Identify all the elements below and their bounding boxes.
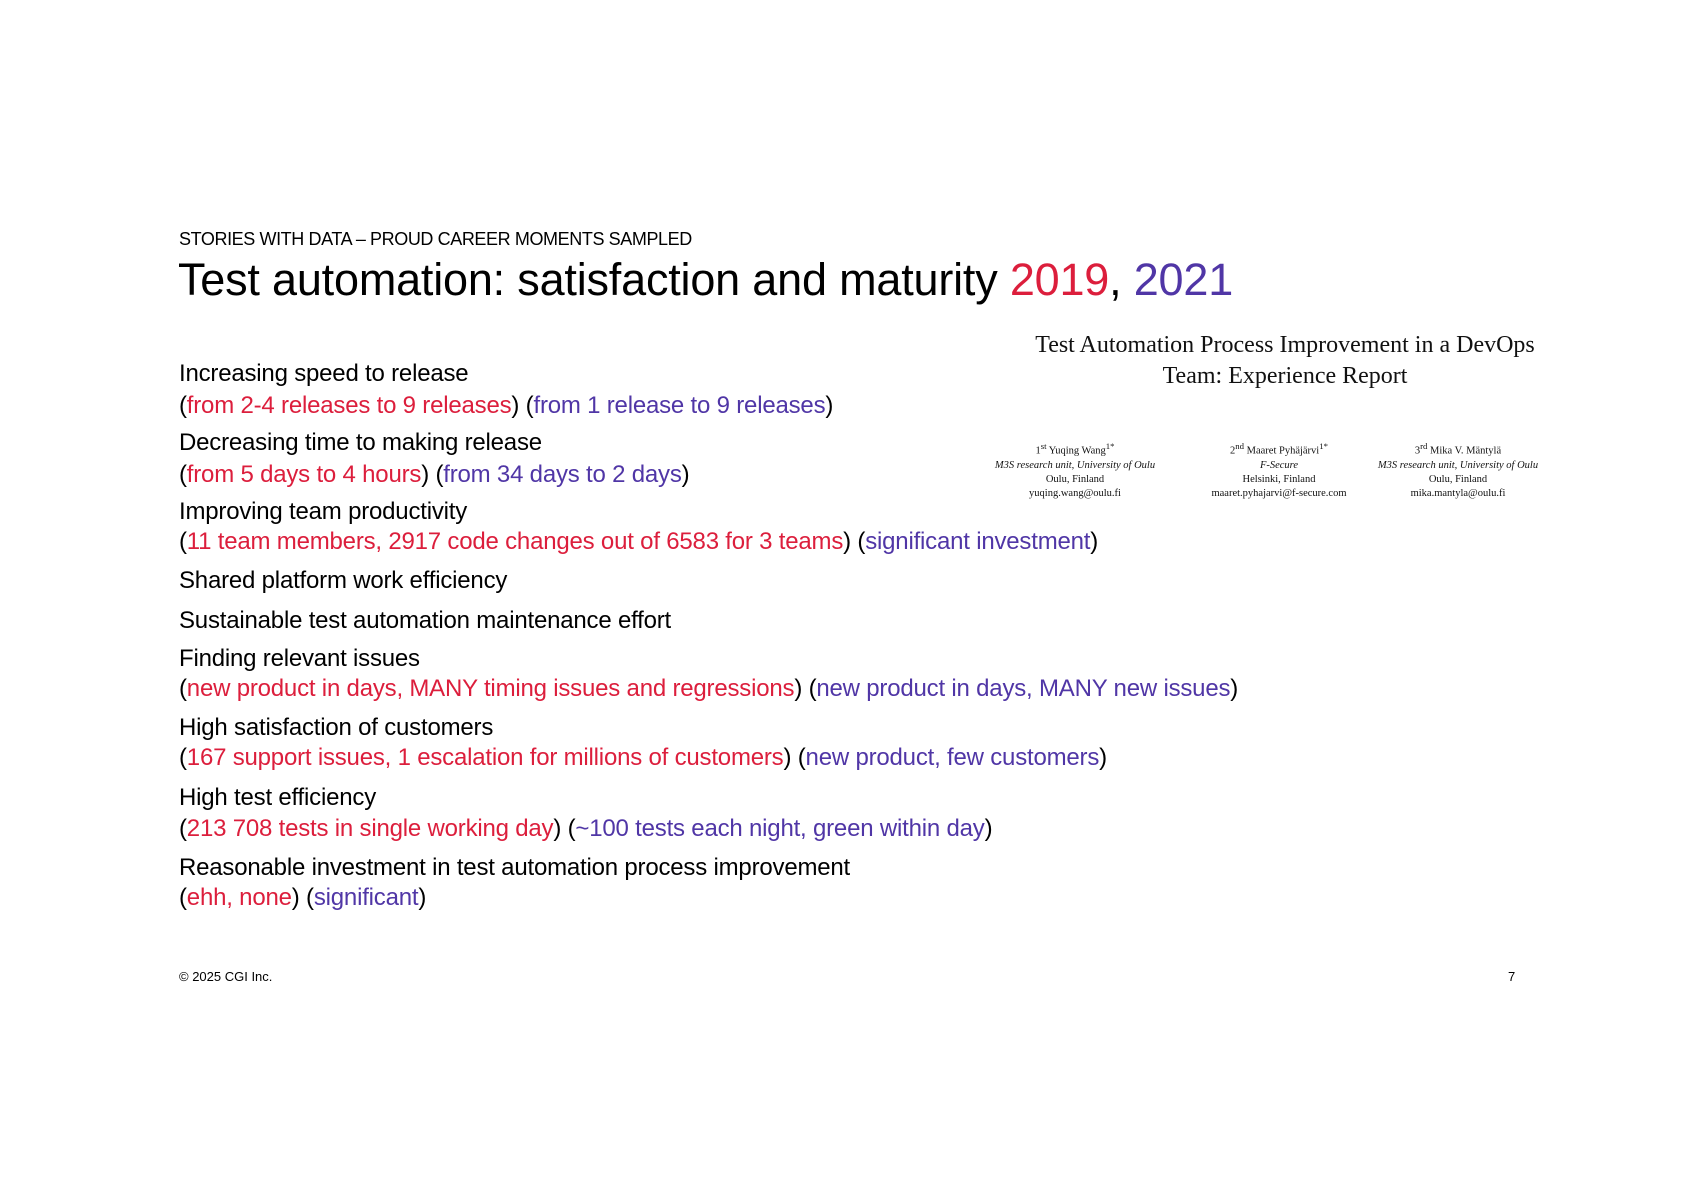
detail-2021: new product, few customers [805,744,1100,771]
item-heading: Reasonable investment in test automation process improvement [179,854,851,881]
item-detail: (new product in days, MANY timing issues and regressions) (new product in days, MANY new issues) [179,675,1239,702]
author-ordinal: 1 [1035,445,1041,457]
author-name: Mika V. Mäntylä [1430,445,1502,457]
item-detail: (167 support issues, 1 escalation for millions of customers) (new product, few customers) [179,744,1107,771]
footer-copyright: © 2025 CGI Inc. [179,969,273,984]
author-email: mika.mantyla@oulu.fi [1410,487,1506,499]
title-year-2021: 2021 [1133,254,1234,305]
paper-author [975,439,1175,501]
detail-2021: from 1 release to 9 releases [533,392,826,419]
title-year-2019: 2019 [1009,254,1110,305]
author-ordinal-suffix: rd [1420,441,1428,451]
author-marker: 1* [1319,441,1328,451]
author-affiliation: M3S research unit, University of Oulu [994,459,1156,471]
author-name: Yuqing Wang [1048,445,1106,457]
paper-title-line-2: Team: Experience Report [1162,363,1408,389]
author-name-line [1358,439,1558,459]
detail-2021: significant [313,884,419,911]
paper-author [1179,439,1379,501]
item-detail: (from 5 days to 4 hours) (from 34 days to 2 days) [179,461,690,488]
author-name: Maaret Pyhäjärvi [1246,445,1320,457]
author-ordinal-suffix: nd [1235,441,1244,451]
item-detail: (ehh, none) (significant) [179,884,427,911]
item-heading: Decreasing time to making release [179,429,542,456]
item-detail: (213 708 tests in single working day) (~100 tests each night, green within day) [179,815,993,842]
detail-2021: ~100 tests each night, green within day [575,815,985,842]
item-heading: Shared platform work efficiency [179,567,508,594]
paper-title-line-1: Test Automation Process Improvement in a DevOps [1035,332,1535,358]
detail-2021: new product in days, MANY new issues [816,675,1231,702]
detail-2019: 213 708 tests in single working day [186,815,554,842]
item-detail: (from 2-4 releases to 9 releases) (from 1 release to 9 releases) [179,392,834,419]
detail-2019: from 2-4 releases to 9 releases [186,392,512,419]
slide-title [178,254,1233,306]
title-main: Test automation: satisfaction and maturity [178,254,1010,305]
paper-title [975,330,1595,392]
detail-2019: ehh, none [186,884,292,911]
page-number: 7 [1508,969,1516,984]
author-location: Oulu, Finland [1428,473,1488,485]
author-email: yuqing.wang@oulu.fi [1029,487,1121,499]
item-heading: Sustainable test automation maintenance effort [179,607,672,634]
item-heading: Increasing speed to release [179,360,469,387]
author-name-line [1179,439,1379,459]
paper-excerpt [975,330,1595,505]
author-name-line [975,439,1175,459]
author-affiliation: M3S research unit, University of Oulu [1377,459,1539,471]
item-detail: (11 team members, 2917 code changes out of 6583 for 3 teams) (significant investment) [179,528,1099,555]
item-heading: Finding relevant issues [179,645,420,672]
author-ordinal: 3 [1414,445,1421,457]
author-ordinal-suffix: st [1040,441,1047,451]
author-affiliation: F-Secure [1259,459,1299,471]
author-location: Oulu, Finland [1045,473,1105,485]
detail-2019: 11 team members, 2917 code changes out of 6583 for 3 teams [186,528,844,555]
title-separator: , [1109,254,1134,305]
item-heading: High satisfaction of customers [179,714,494,741]
author-marker: 1* [1105,441,1115,451]
detail-2021: from 34 days to 2 days [443,461,682,488]
item-heading: Improving team productivity [179,498,468,525]
author-location: Helsinki, Finland [1242,473,1316,485]
detail-2019: 167 support issues, 1 escalation for millions of customers [186,744,784,771]
detail-2019: new product in days, MANY timing issues and regressions [186,675,795,702]
slide-eyebrow: STORIES WITH DATA – PROUD CAREER MOMENTS SAMPLED [179,229,692,249]
detail-2019: from 5 days to 4 hours [186,461,422,488]
detail-2021: significant investment [865,528,1091,555]
author-email: maaret.pyhajarvi@f-secure.com [1211,487,1347,499]
paper-author [1358,439,1558,501]
author-ordinal: 2 [1230,445,1236,457]
item-heading: High test efficiency [179,784,376,811]
